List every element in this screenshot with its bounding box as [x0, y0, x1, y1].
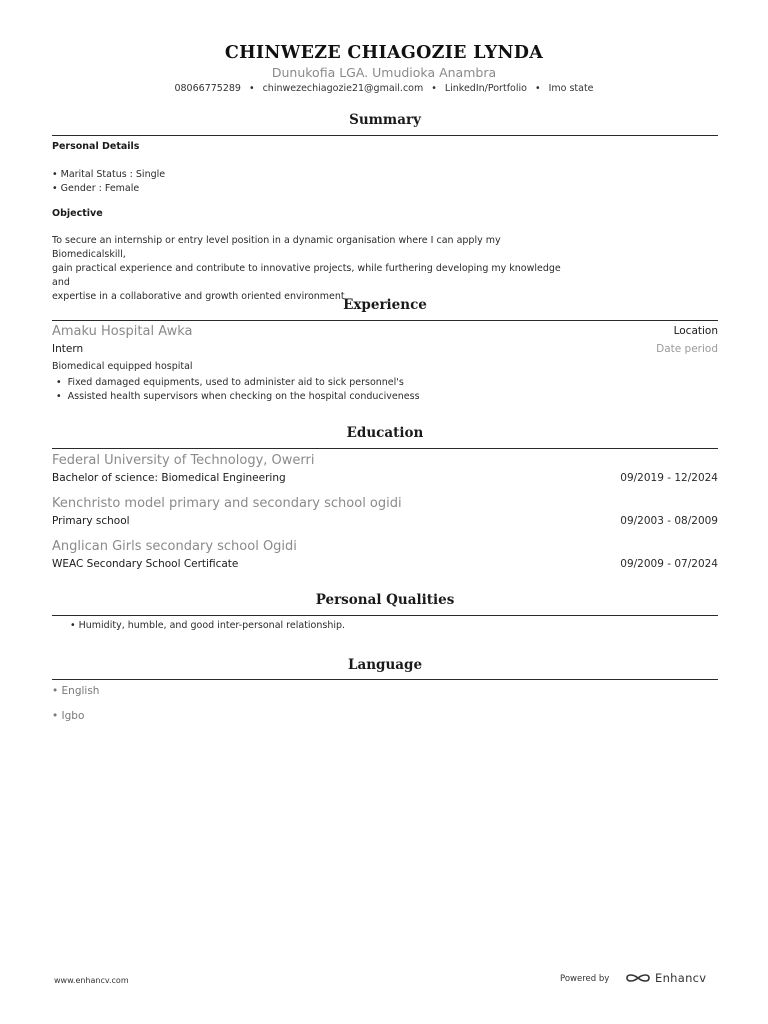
marital-status: • Marital Status : Single — [52, 169, 166, 180]
enhancv-logo-text: Enhancv — [655, 971, 707, 985]
experience-bullet — [56, 391, 420, 402]
linkedin-link[interactable]: LinkedIn/Portfolio — [444, 83, 527, 94]
education-degree: Bachelor of science: Biomedical Engineering — [52, 472, 286, 484]
enhancv-logo[interactable] — [625, 971, 706, 985]
experience-date: Date period — [656, 343, 718, 355]
section-divider — [52, 448, 718, 449]
email-link[interactable]: chinwezechiagozie21@gmail.com — [262, 83, 424, 94]
education-school: Anglican Girls secondary school Ogidi — [52, 539, 297, 554]
location: Imo state — [548, 83, 594, 94]
experience-bullet — [56, 377, 404, 388]
separator: • — [248, 83, 255, 94]
education-dates: 09/2003 - 08/2009 — [620, 515, 718, 527]
infinity-logo-icon — [625, 971, 651, 985]
candidate-name: CHINWEZE CHIAGOZIE LYNDA — [224, 43, 544, 63]
experience-role: Intern — [52, 343, 84, 355]
qualities-text: • Humidity, humble, and good inter-personal relationship. — [70, 620, 346, 631]
experience-section-title: Experience — [343, 297, 427, 313]
section-divider — [52, 615, 718, 616]
language-section-title: Language — [347, 657, 423, 673]
objective-heading: Objective — [52, 208, 103, 219]
section-divider — [52, 320, 718, 321]
bullet-dot: • — [56, 391, 62, 402]
gender: • Gender : Female — [52, 183, 140, 194]
education-school: Kenchristo model primary and secondary school ogidi — [52, 496, 402, 511]
separator: • — [431, 83, 437, 94]
education-degree: WEAC Secondary School Certificate — [52, 558, 239, 570]
objective-line: To secure an internship or entry level position in a dynamic organisation where I can apply my Biomedicalskill, — [52, 235, 501, 260]
summary-section-title: Summary — [349, 112, 421, 128]
education-dates: 09/2009 - 07/2024 — [620, 558, 718, 570]
personal-details-heading: Personal Details — [52, 141, 140, 152]
phone: 08066775289 — [174, 83, 241, 94]
qualities-section-title: Personal Qualities — [315, 592, 455, 608]
separator: • — [534, 83, 541, 94]
experience-location: Location — [673, 325, 718, 337]
footer-url-link[interactable]: www.enhancv.com — [54, 976, 129, 985]
section-divider — [52, 679, 718, 680]
address: Dunukofia LGA. Umudioka Anambra — [271, 65, 497, 80]
bullet-text: Fixed damaged equipments, used to administer aid to sick personnel's — [67, 377, 404, 388]
education-school: Federal University of Technology, Owerri — [52, 453, 315, 468]
objective-line: expertise in a collaborative and growth oriented environment — [52, 291, 345, 302]
bullet-text: Assisted health supervisors when checking on the hospital conduciveness — [67, 391, 420, 402]
education-dates: 09/2019 - 12/2024 — [620, 472, 718, 484]
objective-text — [52, 234, 572, 304]
language-item: • Igbo — [52, 710, 85, 722]
education-section-title: Education — [346, 425, 424, 441]
objective-line: gain practical experience and contribute to innovative projects, while furthering developing my knowledge and — [52, 263, 561, 288]
powered-by-label: Powered by — [560, 974, 610, 984]
education-degree: Primary school — [52, 515, 130, 527]
bullet-dot: • — [56, 377, 62, 388]
experience-description: Biomedical equipped hospital — [52, 361, 193, 372]
language-item: • English — [52, 685, 100, 697]
contact-line — [0, 83, 768, 94]
section-divider — [52, 135, 718, 136]
experience-org: Amaku Hospital Awka — [52, 324, 193, 339]
